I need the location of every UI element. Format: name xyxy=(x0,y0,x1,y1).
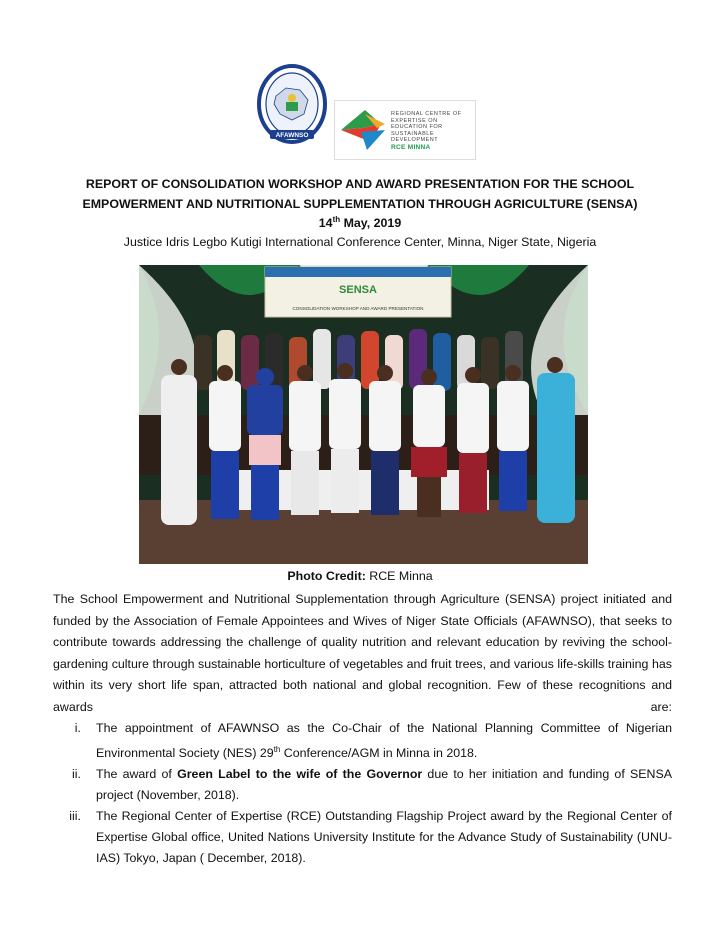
rce-line-2: EXPERTISE ON EDUCATION FOR xyxy=(391,117,443,131)
award-number: ii. xyxy=(72,767,81,782)
award-text: The Regional Center of Expertise (RCE) Outstanding Flagship Project award by the Regional Center of Expertise Global office, United Nations University Institute for the Advance Study of Sustainability (UNU-IAS) Tokyo, Japan ( December, 2018). xyxy=(96,809,672,866)
report-title-line-2: EMPOWERMENT AND NUTRITIONAL SUPPLEMENTATION THROUGH AGRICULTURE (SENSA) xyxy=(82,197,638,211)
award-number: iii. xyxy=(69,809,81,824)
report-venue: Justice Idris Legbo Kutigi International Conference Center, Minna, Niger State, Nigeria xyxy=(123,235,597,249)
rce-minna-logo xyxy=(334,100,476,160)
afawnso-logo xyxy=(256,60,328,152)
date-day: 14 xyxy=(318,216,333,231)
rce-logo-text xyxy=(391,111,473,152)
banner-title: CONSOLIDATION WORKSHOP AND AWARD PRESENTATION xyxy=(292,306,424,311)
award-text: The appointment of AFAWNSO as the Co-Chair of the National Planning Committee of Nigerian Environmental Society (NES) 29 xyxy=(96,721,672,761)
rce-emblem-icon xyxy=(337,102,391,158)
award-item xyxy=(53,718,672,764)
group-photo xyxy=(139,265,588,564)
photo-caption xyxy=(0,569,720,583)
award-bold-text: Green Label to the wife of the Governor xyxy=(177,767,423,782)
award-number: i. xyxy=(74,721,81,735)
afawnso-logo-text: AFAWNSO xyxy=(275,132,309,139)
caption-value: RCE Minna xyxy=(365,569,433,583)
report-title xyxy=(40,174,680,214)
award-item xyxy=(53,764,672,806)
award-item xyxy=(53,806,672,869)
report-title-line-1: REPORT OF CONSOLIDATION WORKSHOP AND AWARD PRESENTATION FOR THE SCHOOL xyxy=(85,177,635,191)
award-text-end: due to her initiation and funding of SENSA project (November, 2018). xyxy=(96,767,672,803)
award-text-end: Conference/AGM in Minna in 2018. xyxy=(280,746,478,761)
rce-line-3: SUSTAINABLE DEVELOPMENT xyxy=(391,130,439,144)
rce-line-1: REGIONAL CENTRE OF xyxy=(391,111,462,117)
date-suffix: th xyxy=(332,215,341,224)
intro-paragraph: The School Empowerment and Nutritional Supplementation through Agriculture (SENSA) project initiated and funded by the Association of Female Appointees and Wives of Niger State Officials (AFAWNSO), that seeks to contribute towards addressing the challenge of quality nutrition and relevant education by reviving the school-gardening culture through sustainable horticulture of vegetables and fruit trees, and various life-skills training has within its very short life span, attracted both national and global recognition. Few of these recognitions and awards are: xyxy=(53,592,672,714)
header-logos xyxy=(0,56,720,162)
awards-list xyxy=(53,718,672,869)
rce-name: RCE MINNA xyxy=(391,143,431,151)
caption-label: Photo Credit: xyxy=(287,569,366,583)
date-rest: May, 2019 xyxy=(340,216,402,231)
banner-brand: SENSA xyxy=(339,284,377,296)
award-text: The award of xyxy=(96,767,178,782)
report-date xyxy=(0,215,720,230)
award-sup: th xyxy=(273,745,281,754)
